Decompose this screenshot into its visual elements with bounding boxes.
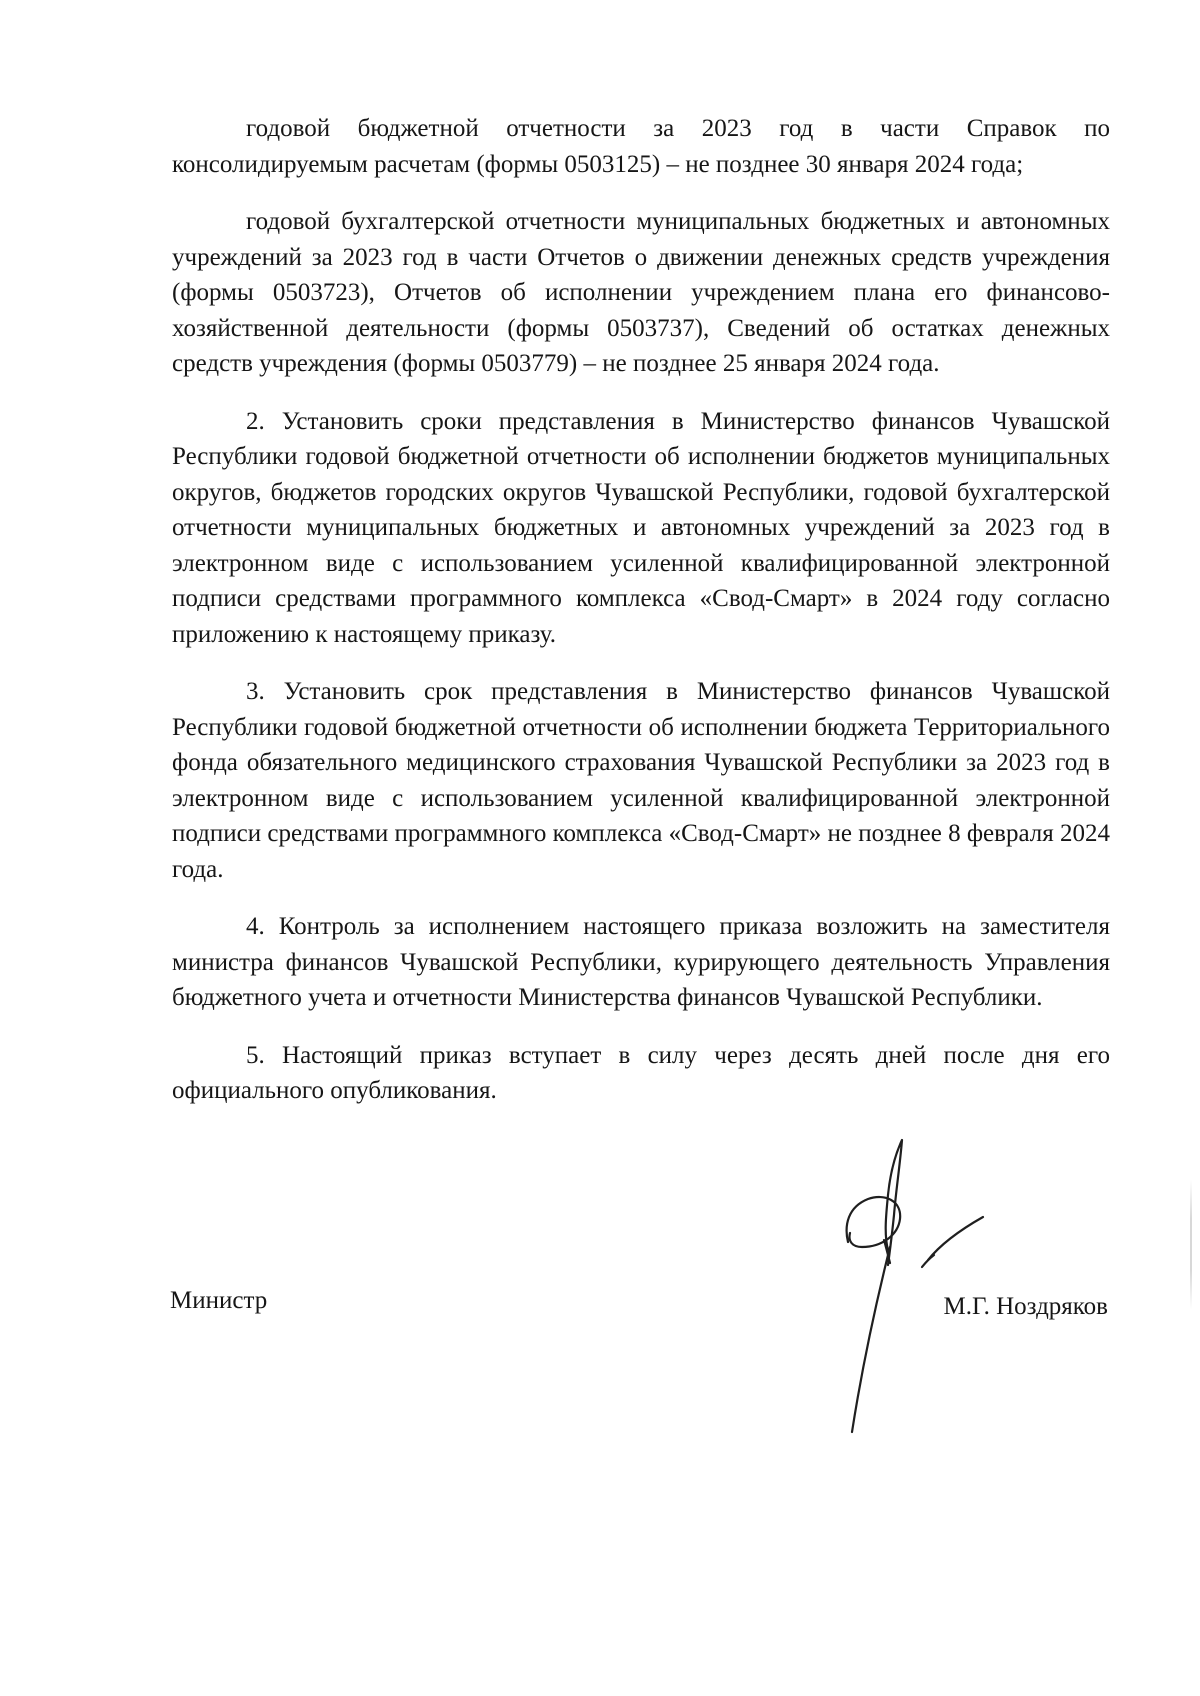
signature-icon: [840, 1135, 1030, 1435]
paragraph-accounting-reporting: годовой бухгалтерской отчетности муниципальных бюджетных и автономных учреждений за 2023 год в части Отчетов о движении денежных средств учреждения (формы 0503723), Отчетов об исполнении учреждением плана его финансово-хозяйственной деятельности (формы 0503737), Сведений об остатках денежных средств учреждения (формы 0503779) – не позднее 25 января 2024 года.: [172, 208, 1110, 377]
paragraph-item-5: 5. Настоящий приказ вступает в силу через десять дней после дня его официального опубликования.: [172, 1041, 1110, 1104]
paragraph-item-2: 2. Установить сроки представления в Министерство финансов Чувашской Республики годовой бюджетной отчетности об исполнении бюджетов муниципальных округов, бюджетов городских округов Чувашской Республики, годовой бухгалтерской отчетности муниципальных бюджетных и автономных учреждений за 2023 год в электронном виде с использованием усиленной квалифицированной электронной подписи средствами программного комплекса «Свод-Смарт» в 2024 году согласно приложению к настоящему приказу.: [172, 407, 1110, 648]
paragraph-item-4: 4. Контроль за исполнением настоящего приказа возложить на заместителя министра финансов Чувашской Республики, курирующего деятельность Управления бюджетного учета и отчетности Министерства финансов Чувашской Республики.: [172, 913, 1110, 1011]
scan-edge-mark: [1190, 1180, 1192, 1310]
signatory-name: М.Г. Ноздряков: [943, 1293, 1108, 1320]
document-body: [172, 111, 1110, 1131]
signatory-title: Министр: [170, 1287, 268, 1314]
paragraph-budget-reporting: годовой бюджетной отчетности за 2023 год в части Справок по консолидируемым расчетам (формы 0503125) – не позднее 30 января 2024 года;: [172, 115, 1110, 178]
paragraph-item-3: 3. Установить срок представления в Министерство финансов Чувашской Республики годовой бюджетной отчетности об исполнении бюджета Территориального фонда обязательного медицинского страхования Чувашской Республики за 2023 год в электронном виде с использованием усиленной квалифицированной электронной подписи средствами программного комплекса «Свод-Смарт» не позднее 8 февраля 2024 года.: [172, 678, 1110, 883]
